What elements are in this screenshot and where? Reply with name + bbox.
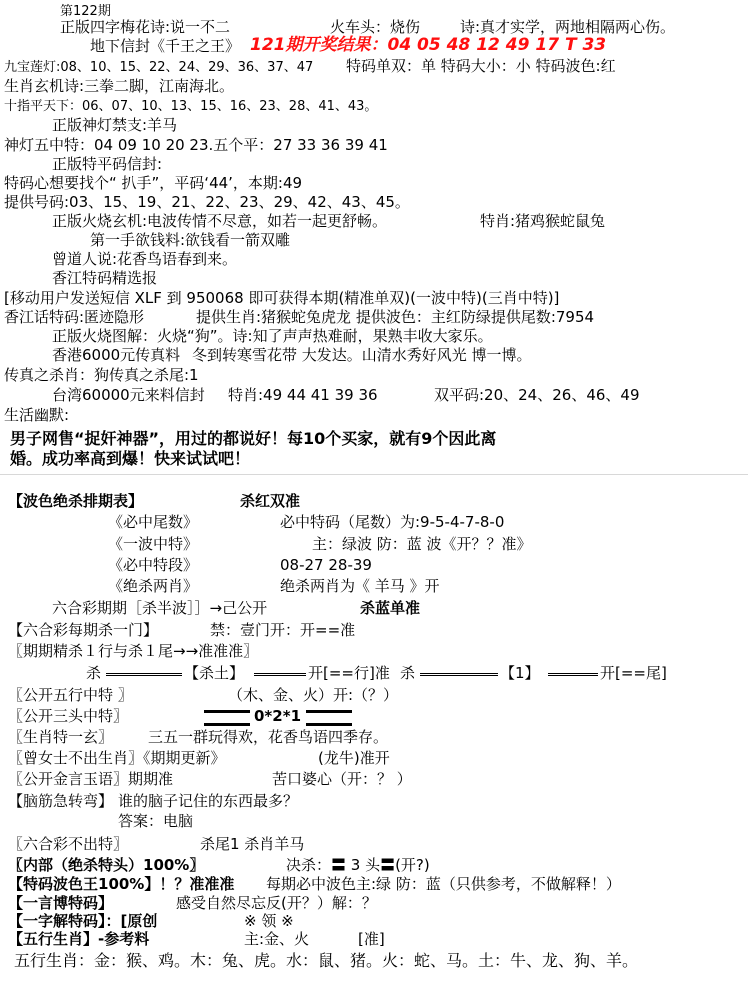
sha-label: 杀: [86, 664, 102, 682]
gongkai-wuxing-value: （木、金、火）开:（？）: [228, 686, 399, 704]
sha-tu: 【杀土】: [184, 664, 245, 682]
jinyan-yuyu: 〖公开金言玉语〗期期准: [8, 770, 174, 788]
cengdaoren: 曾道人说:花香鸟语春到来。: [52, 250, 238, 268]
shendeng-wuzhongte: 神灯五中特：04 09 10 20 23.五个平：27 33 36 39 41: [4, 136, 388, 154]
gongkai-santou-value: 0*2*1: [254, 707, 301, 725]
poem-line: 诗:真才实学，两地相隔两心伤。: [460, 18, 676, 36]
hk-chuanzhen: 香港6000元传真料: [52, 346, 181, 364]
liuhe-buchute: 〖六合彩不出特〗: [8, 835, 129, 853]
huoshao-xuanji: 正版火烧玄机:电波传情不尽意，如若一起更舒畅。: [52, 212, 388, 230]
hk-chuanzhen-text: 冬到转寒雪花带 大发达。山清水秀好风光 博一博。: [192, 346, 532, 364]
bar-separator: [306, 710, 352, 726]
tw-shuangping: 双平码:20、24、26、46、49: [434, 386, 640, 404]
liuhe-buchute-value: 杀尾1 杀肖羊马: [200, 835, 305, 853]
bar-separator: [420, 673, 498, 676]
dixia-xinfeng: 地下信封《千王之王》: [90, 37, 241, 55]
tigong-haoma: 提供号码:03、15、19、21、22、23、29、42、43、45。: [4, 193, 410, 211]
issue-number: 第122期: [60, 4, 111, 19]
tema-bosewang-value: 每期必中波色主:绿 防：蓝（只供参考，不做解释！）: [266, 875, 621, 893]
xiangjiang-hua: 香江话特码:匿迹隐形: [4, 308, 145, 326]
xiangjiang-title: 香江特码精选报: [52, 269, 158, 287]
joke-line-1: 男子网售“捉奸神器”，用过的都说好！每10个买家，就有9个因此离: [10, 429, 497, 448]
neibu-juesha: 〖内部（绝杀特头）100%〗: [8, 856, 205, 874]
bose-jueshapaiqi: 【波色绝杀排期表】: [8, 492, 144, 510]
huoshao-texiao: 特肖:猪鸡猴蛇鼠兔: [480, 212, 606, 230]
wuxing-shengxiao-zhun: [准]: [358, 930, 385, 948]
yiyan-botema: 【一言博特码】: [8, 894, 114, 912]
joke-line-2: 婚。成功率高到爆！快来试试吧！: [10, 449, 251, 468]
jiubao-attrs: 特码单双：单 特码大小：小 特码波色:红: [346, 57, 616, 75]
qiqi-jingsha: 〖期期精杀１行与杀１尾→→准准准〗: [8, 642, 259, 660]
bizhong-weishu-label: 《必中尾数》: [108, 513, 199, 531]
yizi-jietema-value: ※ 领 ※: [244, 912, 294, 930]
divider: [0, 474, 748, 475]
meihua-poem: 正版四字梅花诗:说一不二: [60, 18, 231, 36]
jinyan-yuyu-value: 苦口婆心（开：？ ）: [272, 770, 412, 788]
yizi-jietema: 【一字解特码】：[原创: [8, 912, 158, 930]
jiubao-liandeng: 九宝莲灯:08、10、15、22、24、29、36、37、47: [4, 60, 314, 75]
tema-bosewang: 【特码波色王100%】！？准准准: [8, 875, 235, 893]
shengxiao-teyixuan-value: 三五一群玩得欢，花香鸟语四季存。: [148, 728, 389, 746]
result-banner: 121期开奖结果：04 05 48 12 49 17 T 33: [250, 35, 607, 55]
naojin-answer: 答案：电脑: [118, 812, 194, 830]
bar-separator: [254, 673, 306, 676]
zeng-nvshi-value: (龙牛)准开: [318, 749, 390, 767]
shengxiao-xuanji: 生肖玄机诗:三拳二脚，江南海北。: [4, 77, 235, 95]
yiyan-botema-value: 感受自然尽忘反(开？）解：？: [176, 894, 377, 912]
sms-notice: [移动用户发送短信 XLF 到 950068 即可获得本期(精准单双)(一波中特)(三肖中特)]: [4, 289, 560, 307]
yibo-zhongte-label: 《一波中特》: [108, 535, 199, 553]
bar-separator: [106, 673, 182, 676]
juesha-liangxiao-label: 《绝杀两肖》: [108, 577, 199, 595]
gongkai-wuxing: 〖公开五行中特 〗: [8, 686, 133, 704]
gongkai-santou: 〖公开三头中特〗: [8, 707, 129, 725]
shengxiao-teyixuan: 〖生肖特一玄〗: [8, 728, 114, 746]
tw-laoliao: 台湾60000元来料信封: [52, 386, 205, 404]
bar-separator: [548, 673, 598, 676]
tw-texiao: 特肖:49 44 41 39 36: [228, 386, 378, 404]
sha-label-2: 杀: [400, 664, 416, 682]
xiangjiang-hua-detail: 提供生肖:猪猴蛇兔虎龙 提供波色：主红防绿提供尾数:7954: [196, 308, 595, 326]
naojin-question: 谁的脑子记住的东西最多？: [118, 792, 299, 810]
wuxing-shengxiao-title: 【五行生肖】-参考料: [8, 930, 150, 948]
tema-xinxiang: 特码心想要找个“ 扒手”，平码‘44’，本期:49: [4, 174, 303, 192]
chuanzhen-shaxiao: 传真之杀肖：狗传真之杀尾:1: [4, 366, 199, 384]
liuhe-shabanbo: 六合彩期期［杀半波］］→己公开: [52, 599, 268, 617]
bizhong-teduan-value: 08-27 28-39: [280, 556, 372, 574]
sha-yimen-value: 禁：壹门开：开==准: [210, 621, 356, 639]
bar-separator: [204, 710, 250, 726]
naojin-jizhuanwan: 【脑筋急转弯】: [8, 792, 114, 810]
shalan-danzhun: 杀蓝单准: [360, 599, 421, 617]
kai-wei: 开[==尾]: [600, 664, 667, 682]
juesha-liangxiao-value: 绝杀两肖为《 羊马 》开: [280, 577, 440, 595]
kai-xing: 开[==行]准: [308, 664, 390, 682]
huoshao-tujie: 正版火烧图解：火烧“狗”。诗:知了声声热难耐，果熟丰收大家乐。: [52, 327, 493, 345]
shahong-shuangzhun: 杀红双准: [240, 492, 301, 510]
wuxing-shengxiao-main: 主:金、火: [244, 930, 310, 948]
huochetou: 火车头：烧伤: [330, 18, 421, 36]
diyishou: 第一手欲钱料:欲钱看一箭双雕: [90, 231, 291, 249]
wuxing-shengxiao-list: 五行生肖：金：猴、鸡。木：兔、虎。水：鼠、猪。火：蛇、马。土：牛、龙、狗、羊。: [14, 951, 639, 970]
sha-one: 【1】: [500, 664, 540, 682]
bizhong-teduan-label: 《必中特段》: [108, 556, 199, 574]
bizhong-weishu-value: 必中特码（尾数）为:9-5-4-7-8-0: [280, 513, 505, 531]
shenghuo-youmo: 生活幽默:: [4, 406, 70, 424]
neibu-juesha-value: 决杀：〓 3 头〓(开?): [286, 856, 430, 874]
yibo-zhongte-value: 主：绿波 防：蓝 波《开？？准》: [312, 535, 532, 553]
tepingma-title: 正版特平码信封:: [52, 155, 163, 173]
shendeng-jinzhi: 正版神灯禁支:羊马: [52, 116, 178, 134]
sha-yimen: 【六合彩每期杀一门】: [8, 621, 159, 639]
shizhi-pingtianxia: 十指平天下：06、07、10、13、15、16、23、28、41、43。: [4, 99, 378, 114]
zeng-nvshi: 〖曾女士不出生肖〗《期期更新》: [8, 749, 226, 767]
